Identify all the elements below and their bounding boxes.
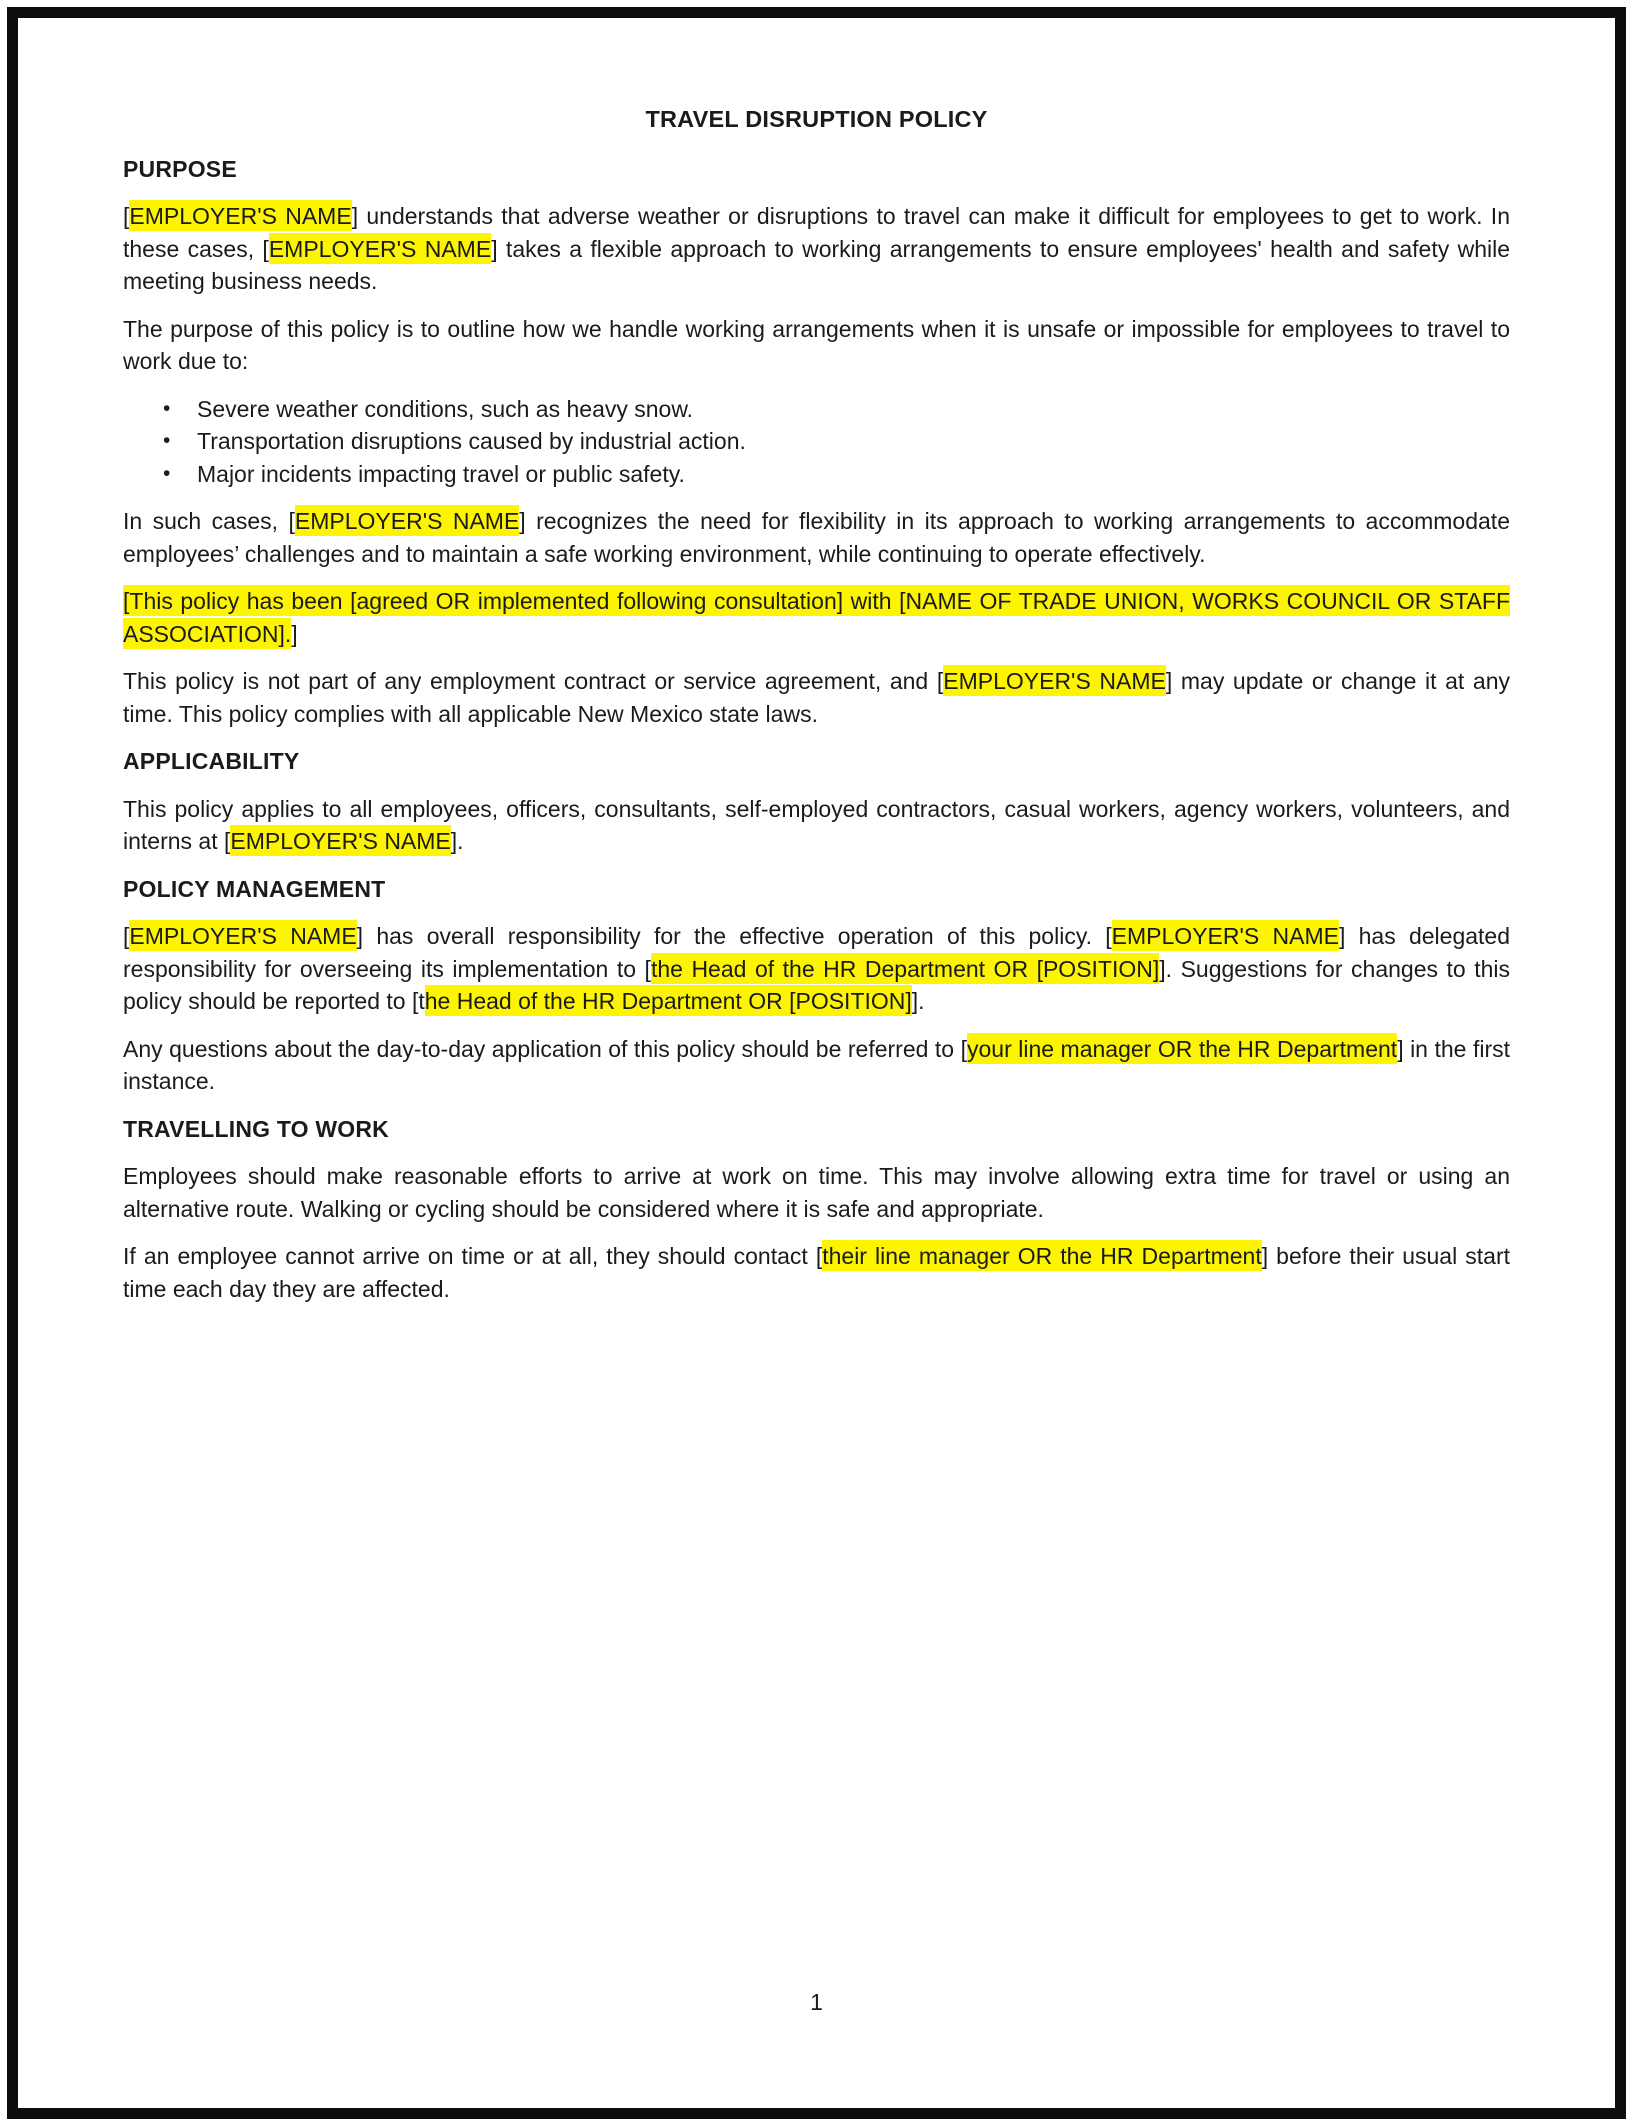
text-run: Major incidents impacting travel or public safety. — [197, 460, 685, 487]
highlighted-placeholder: the Head of the HR Department OR [POSITION] — [651, 953, 1159, 984]
text-run: ]. — [911, 988, 925, 1014]
text-run: ] takes a flexible approach to working arrangements to ensure employees' health and safety while meeting business needs. — [123, 235, 1510, 294]
highlighted-placeholder: EMPLOYER'S NAME — [943, 665, 1166, 696]
text-run: ] — [291, 620, 298, 647]
document-title: TRAVEL DISRUPTION POLICY — [645, 106, 988, 132]
text-run: [ — [123, 923, 130, 949]
consultation-paragraph — [123, 585, 1510, 650]
text-run: Transportation disruptions caused by industrial action. — [197, 428, 746, 454]
travel-efforts-paragraph — [123, 1160, 1510, 1225]
text-run: ]. Suggestions for changes to this policy should be reported to [t — [123, 955, 1510, 1014]
highlighted-placeholder: EMPLOYER'S NAME — [129, 200, 351, 231]
highlighted-placeholder: EMPLOYER'S NAME — [230, 825, 450, 856]
text-run: Severe weather conditions, such as heavy snow. — [197, 395, 694, 422]
page-number: 1 — [810, 1989, 823, 2015]
highlighted-placeholder: EMPLOYER'S NAME — [295, 505, 519, 536]
bullet-item — [123, 425, 1510, 458]
highlighted-placeholder: your line manager OR the HR Department — [967, 1033, 1397, 1064]
highlighted-placeholder: EMPLOYER'S NAME — [269, 233, 491, 264]
text-run: ] understands that adverse weather or disruptions to travel can make it difficult for employees to get to work. In these cases, [ — [123, 203, 1510, 262]
text-run: ] in the first instance. — [123, 1035, 1510, 1094]
text-run: POLICY MANAGEMENT — [123, 875, 386, 902]
text-run: In such cases, [ — [123, 508, 295, 534]
text-run: PURPOSE — [123, 155, 237, 182]
highlighted-placeholder: he Head of the HR Department OR [POSITION] — [425, 985, 912, 1016]
text-run: The purpose of this policy is to outline how we handle working arrangements when it is unsafe or impossible for employees to travel to work due to: — [123, 315, 1510, 374]
document-content — [123, 103, 1510, 1320]
highlighted-placeholder: their line manager OR the HR Department — [822, 1240, 1262, 1271]
bullet-item — [123, 393, 1510, 426]
text-run: ] recognizes the need for flexibility in its approach to working arrangements to accommodate employees’ challenges and to maintain a safe working environment, while continuing to operate effectively. — [123, 508, 1510, 567]
disruption-causes-list — [123, 393, 1510, 491]
bullet-item — [123, 458, 1510, 491]
purpose-intro-paragraph — [123, 200, 1510, 298]
text-run: ]. — [450, 828, 464, 854]
text-run: TRAVELLING TO WORK — [123, 1115, 389, 1142]
text-run: ] may update or change it at any time. This policy complies with all applicable New Mexico state laws. — [123, 668, 1511, 727]
text-run: If an employee cannot arrive on time or at all, they should contact [ — [123, 1243, 823, 1269]
highlighted-placeholder: [This policy has been [agreed OR implemented following consultation] with [NAME OF TRADE UNION, WORKS COUNCIL OR STAFF ASSOCIATION]. — [123, 585, 1510, 649]
applicability-heading — [123, 745, 1510, 778]
purpose-statement-paragraph — [123, 313, 1510, 378]
text-run: This policy is not part of any employment contract or service agreement, and [ — [123, 668, 944, 694]
purpose-heading — [123, 153, 1510, 186]
text-run: APPLICABILITY — [123, 748, 300, 774]
document-body — [123, 153, 1510, 1306]
text-run: ] before their usual start time each day they are affected. — [123, 1243, 1510, 1302]
applicability-paragraph — [123, 793, 1510, 858]
text-run: Employees should make reasonable efforts to arrive at work on time. This may involve allowing extra time for travel or using an alternative route. Walking or cycling should be considered where it is safe and appropriate. — [123, 1163, 1510, 1222]
text-run: Any questions about the day-to-day application of this policy should be referred to [ — [123, 1035, 967, 1062]
cannot-arrive-paragraph — [123, 1240, 1510, 1305]
contract-disclaimer-paragraph — [123, 665, 1510, 730]
travelling-to-work-heading — [123, 1113, 1510, 1146]
flexibility-paragraph — [123, 505, 1510, 570]
highlighted-placeholder: EMPLOYER'S NAME — [129, 920, 356, 951]
text-run: This policy applies to all employees, officers, consultants, self-employed contractors, casual workers, agency workers, volunteers, and interns at [ — [123, 795, 1510, 854]
questions-paragraph — [123, 1033, 1510, 1098]
text-run: [ — [123, 203, 130, 229]
text-run: ] has delegated responsibility for overseeing its implementation to [ — [123, 923, 1511, 982]
policy-management-paragraph — [123, 920, 1510, 1018]
policy-management-heading — [123, 873, 1510, 906]
text-run: ] has overall responsibility for the effective operation of this policy. [ — [356, 923, 1112, 949]
highlighted-placeholder: EMPLOYER'S NAME — [1112, 920, 1339, 951]
